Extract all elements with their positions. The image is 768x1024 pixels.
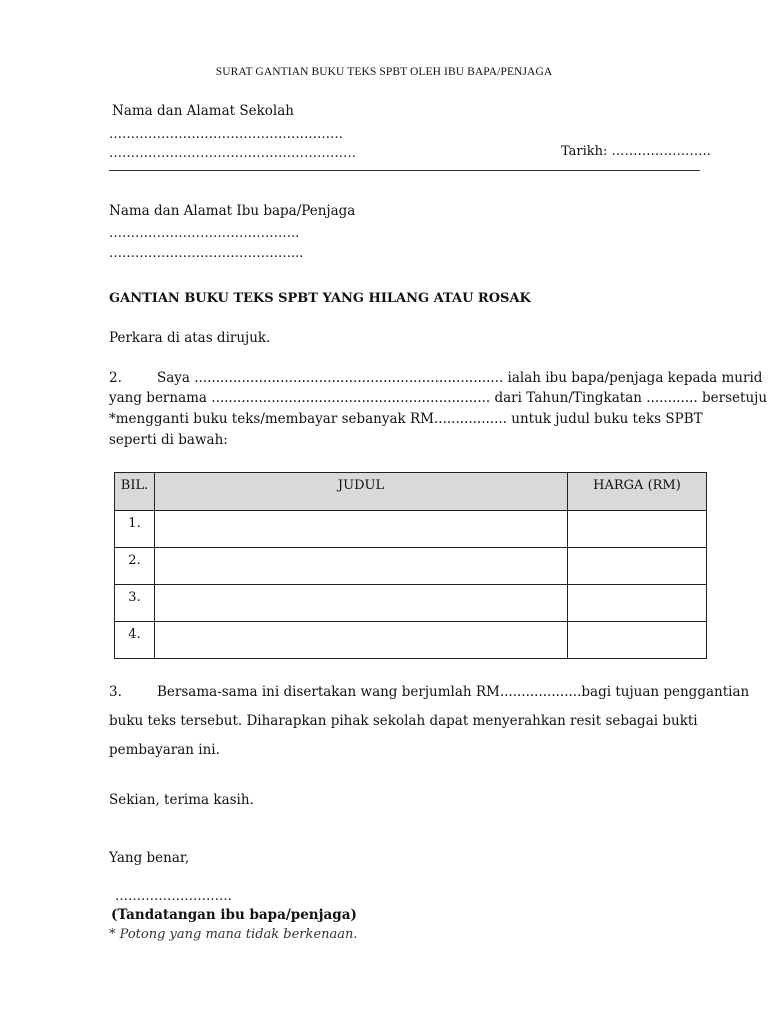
table-row bbox=[115, 622, 707, 659]
row-number: 2. bbox=[115, 548, 155, 585]
document-title: SURAT GANTIAN BUKU TEKS SPBT OLEH IBU BAPA/PENJAGA bbox=[215, 66, 553, 78]
row-number: 4. bbox=[115, 622, 155, 659]
price-cell bbox=[568, 622, 707, 659]
closing-text: Sekian, terima kasih. bbox=[109, 792, 254, 808]
header-divider bbox=[109, 170, 700, 171]
title-cell bbox=[155, 622, 568, 659]
header-harga: HARGA (RM) bbox=[568, 473, 707, 511]
header-judul: JUDUL bbox=[155, 473, 568, 511]
title-cell bbox=[155, 585, 568, 622]
price-cell bbox=[568, 548, 707, 585]
table-row bbox=[115, 585, 707, 622]
row-number: 3. bbox=[115, 585, 155, 622]
reference-text: Perkara di atas dirujuk. bbox=[109, 330, 271, 346]
signature-line: ……………………… bbox=[115, 889, 232, 904]
para2-number: 2. bbox=[109, 370, 122, 386]
school-address-line-1: ……………………………………………… bbox=[109, 127, 343, 142]
title-cell bbox=[155, 548, 568, 585]
title-cell bbox=[155, 511, 568, 548]
footnote: * Potong yang mana tidak berkenaan. bbox=[109, 927, 358, 942]
subject-heading: GANTIAN BUKU TEKS SPBT YANG HILANG ATAU ROSAK bbox=[109, 291, 531, 306]
date-field: Tarikh: ………………….. bbox=[561, 144, 711, 159]
book-table bbox=[114, 472, 707, 659]
para2-line-4: seperti di bawah: bbox=[109, 432, 228, 448]
para2-line-2: yang bernama ................................................................. dari Tahun/Tingkatan ............ bersetuju bbox=[109, 390, 768, 406]
para2-line-1: Saya ........................................................................ ialah ibu bapa/penjaga kepada murid bbox=[157, 370, 763, 386]
school-label: Nama dan Alamat Sekolah bbox=[112, 103, 294, 119]
parent-label: Nama dan Alamat Ibu bapa/Penjaga bbox=[109, 203, 356, 219]
school-address-line-2: ………………………………………………… bbox=[109, 146, 356, 161]
para3-line-3: pembayaran ini. bbox=[109, 742, 220, 758]
price-cell bbox=[568, 511, 707, 548]
table-header-row bbox=[115, 473, 707, 511]
price-cell bbox=[568, 585, 707, 622]
para3-line-1: Bersama-sama ini disertakan wang berjumlah RM...................bagi tujuan penggantian bbox=[157, 684, 750, 700]
salutation-text: Yang benar, bbox=[109, 850, 190, 866]
table-row bbox=[115, 511, 707, 548]
header-bil: BIL. bbox=[115, 473, 155, 511]
table-row bbox=[115, 548, 707, 585]
parent-address-line-2: ……………………………………... bbox=[109, 246, 304, 261]
para3-line-2: buku teks tersebut. Diharapkan pihak sekolah dapat menyerahkan resit sebagai bukti bbox=[109, 713, 698, 729]
row-number: 1. bbox=[115, 511, 155, 548]
parent-address-line-1: …………………………………….. bbox=[109, 226, 300, 241]
para3-number: 3. bbox=[109, 684, 122, 700]
signature-label: (Tandatangan ibu bapa/penjaga) bbox=[111, 907, 357, 923]
para2-line-3: *mengganti buku teks/membayar sebanyak RM................. untuk judul buku teks SPBT bbox=[109, 411, 703, 427]
